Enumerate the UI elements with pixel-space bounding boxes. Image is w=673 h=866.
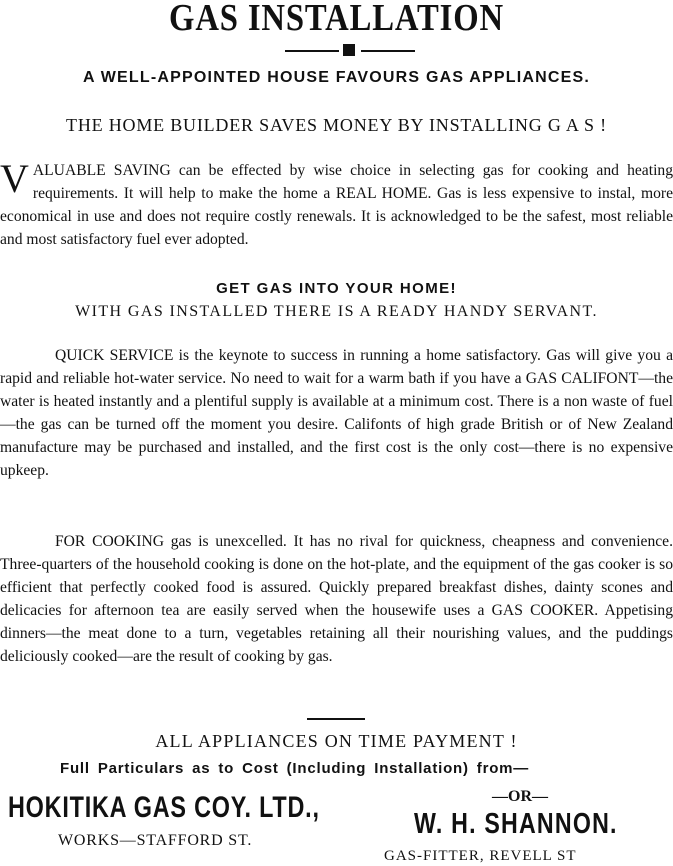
time-payment-line: ALL APPLIANCES ON TIME PAYMENT ! — [155, 731, 518, 751]
section-divider — [307, 718, 365, 720]
particulars-line: Full Particulars as to Cost (Including Installation) from— — [60, 760, 530, 777]
ornament-divider — [285, 44, 415, 56]
subheading-home-builder: THE HOME BUILDER SAVES MONEY BY INSTALLING G A S ! — [66, 115, 607, 135]
paragraph-quick-service: QUICK SERVICE is the keynote to success in running a home satisfactory. Gas will give you a rapid and reliable hot-water service. No need to wait for a warm bath if you have a GAS CALIFONT—the water is heated instantly and a plentiful supply is available at a minimum cost. There is a non waste of fuel—the gas can be turned off the moment you desire. Califonts of high grade British or of New Zealand manufacture may be purchased and installed, and the first cost is the only cost—there is no expensive upkeep. — [0, 347, 673, 479]
drop-cap: V — [0, 156, 29, 201]
paragraph-valuable-saving — [0, 156, 673, 251]
alternate-address: GAS-FITTER, REVELL ST — [384, 848, 577, 864]
company-address: WORKS—STAFFORD ST. — [58, 832, 253, 849]
ornament-line-left — [285, 50, 339, 52]
call-to-action: GET GAS INTO YOUR HOME! — [216, 280, 457, 297]
paragraph-valuable-saving-text: ALUABLE SAVING can be effected by wise choice in selecting gas for cooking and heating requirements. It will help to make the home a REAL HOME. Gas is less expensive to instal, more economical in use and does not require costly renewals. It is acknowledged to be the safest, most reliable and most satisfactory fuel ever adopted. — [0, 162, 673, 248]
ornament-line-right — [361, 50, 415, 52]
subheading-appliances: A WELL-APPOINTED HOUSE FAVOURS GAS APPLIANCES. — [82, 69, 591, 86]
company-name: HOKITIKA GAS COY. LTD., — [8, 791, 320, 824]
paragraph-for-cooking: FOR COOKING gas is unexcelled. It has no rival for quickness, cheapness and convenience. Three-quarters of the household cooking is done on the hot-plate, and the equipment of the gas cooker is so efficient that perfectly cooked food is assured. Quickly prepared breakfast dishes, dainty scones and delicacies for afternoon tea are easily served when the housewife uses a GAS COOKER. Appetising dinners—the meat done to a turn, vegetables retaining all their nourishing values, and the puddings deliciously cooked—are the result of cooking by gas. — [0, 533, 673, 665]
headline: GAS INSTALLATION — [169, 0, 504, 39]
servant-line: WITH GAS INSTALLED THERE IS A READY HANDY SERVANT. — [75, 303, 598, 320]
ornament-block-icon — [343, 44, 355, 56]
alternate-name: W. H. SHANNON. — [414, 808, 618, 840]
or-label: —OR— — [492, 788, 548, 805]
